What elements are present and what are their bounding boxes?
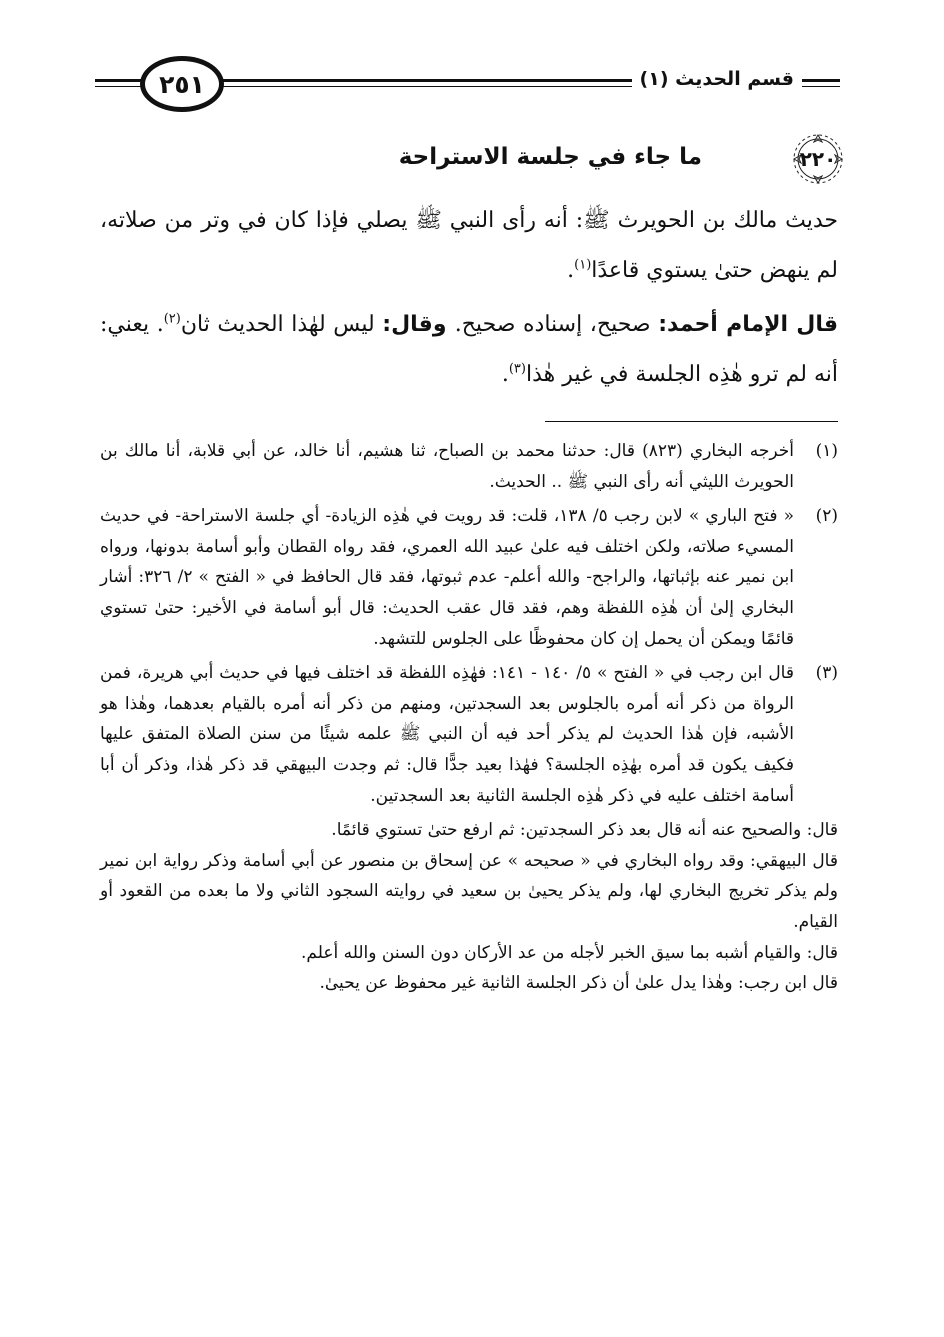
commentary-text-a: صحيح، إسناده صحيح. xyxy=(454,312,659,337)
footnote-separator xyxy=(545,421,838,422)
running-title: قسم الحديث (١) xyxy=(632,68,802,90)
page-number-oval xyxy=(140,56,224,112)
hadith-end: . xyxy=(567,258,575,283)
footnote-number: (٢) xyxy=(815,506,838,527)
page-header xyxy=(95,46,840,126)
commentary-text-b: ليس لهٰذا الحديث ثان xyxy=(180,312,383,337)
footnote-2 xyxy=(100,501,838,654)
footnote-text: قال ابن رجب في « الفتح » ٥/ ١٤٠ - ١٤١: فهٰذِه اللفظة قد اختلف فيها في حديث أبي هريرة، فمن الرواة من ذكر أنه أمره بالجلوس بعد السجدتين، ومنهم من ذكر أنه أمره بالقيام بعدهما، وهٰذا هو الأشبه، فإن هٰذا الحديث لم يذكر أحد فيه أن النبي ﷺ علمه شيئًا من سنن الصلاة المتفق عليها فكيف يكون قد أمره بهٰذِه الجلسة؟ فهٰذا بعيد جدًّا قال: ثم وجدت البيهقي قد ذكر هٰذا، وذكر أن أبا أسامة اختلف عليه في ذكر هٰذِه الجلسة الثانية بعد السجدتين. xyxy=(100,663,794,806)
footnote-ref-3[interactable]: (٣) xyxy=(508,361,526,377)
hadith-text: حديث مالك بن الحويرث ﷺ: أنه رأى النبي ﷺ يصلي فإذا كان في وتر من صلاته، لم ينهض حتىٰ يستوي قاعدًا xyxy=(100,208,838,283)
footnote-number: (٣) xyxy=(815,663,838,684)
footnote-3-continuation xyxy=(100,815,838,999)
footnote-text: أخرجه البخاري (٨٢٣) قال: حدثنا محمد بن الصباح، ثنا هشيم، أنا خالد، عن أبي قلابة، أنا مالك بن الحويرث الليثي أنه رأى النبي ﷺ .. الحديث. xyxy=(100,441,794,492)
footnote-ref-2[interactable]: (٢) xyxy=(163,311,181,327)
section-title: ما جاء في جلسة الاستراحة xyxy=(398,144,702,170)
continuation-line: قال البيهقي: وقد رواه البخاري في « صحيحه » عن إسحاق بن منصور عن أبي أسامة وذكر رواية ابن نمير ولم يذكر تخريج البخاري لها، ولم يذكر يحيىٰ بن سعيد في روايته السجود الثاني ولا ما بعده من القعود أو القيام. xyxy=(100,850,838,932)
footnotes xyxy=(100,436,838,999)
footnote-3 xyxy=(100,658,838,811)
section-heading xyxy=(84,132,844,192)
footnote-1 xyxy=(100,436,838,497)
continuation-line: قال: والصحيح عنه أنه قال بعد ذكر السجدتين: ثم ارفع حتىٰ تستوي قائمًا. xyxy=(331,820,838,841)
footnote-number: (١) xyxy=(815,441,838,461)
page-number: ٢٥١ xyxy=(159,69,205,99)
header-rule-left-thin xyxy=(95,86,145,87)
header-rule-left-thick xyxy=(95,79,145,82)
hadith-number: ٢٢٠ xyxy=(799,147,837,171)
continuation-line: قال ابن رجب: وهٰذا يدل علىٰ أن ذكر الجلسة الثانية غير محفوظ عن يحيىٰ. xyxy=(319,973,838,994)
commentary-text-c: . يعني: أنه لم ترو هٰذِه الجلسة في غير هٰذا xyxy=(100,312,838,387)
imam-ahmad-label: قال الإمام أحمد: xyxy=(658,312,838,337)
commentary-paragraph xyxy=(100,300,838,400)
footnote-text: « فتح الباري » لابن رجب ٥/ ١٣٨، قلت: قد رويت في هٰذِه الزيادة- أي جلسة الاستراحة- في حديث المسيء صلاته، ولكن اختلف فيه علىٰ عبيد الله العمري، فقد رواه القطان وأبو أسامة بدونها، ورواه ابن نمير عنه بإثباتها، والراجح- والله أعلم- عدم ثبوتها، فقد قال الحافظ في « الفتح » ٢/ ٣٢٦: أشار البخاري إلىٰ أن هٰذِه اللفظة وهم، فقد قال عقب الحديث: قال أبو أسامة في الأخير: حتىٰ تستوي قائمًا ويمكن أن يحمل إن كان محفوظًا على الجلوس للتشهد. xyxy=(100,506,794,649)
commentary-end: . xyxy=(501,362,509,387)
hadith-number-badge xyxy=(791,132,845,186)
qala-label: وقال: xyxy=(382,312,455,337)
footnote-ref-1[interactable]: (١) xyxy=(574,257,592,273)
continuation-line: قال: والقيام أشبه بما سيق الخبر لأجله من عد الأركان دون السنن والله أعلم. xyxy=(301,942,838,963)
hadith-paragraph xyxy=(100,196,838,296)
